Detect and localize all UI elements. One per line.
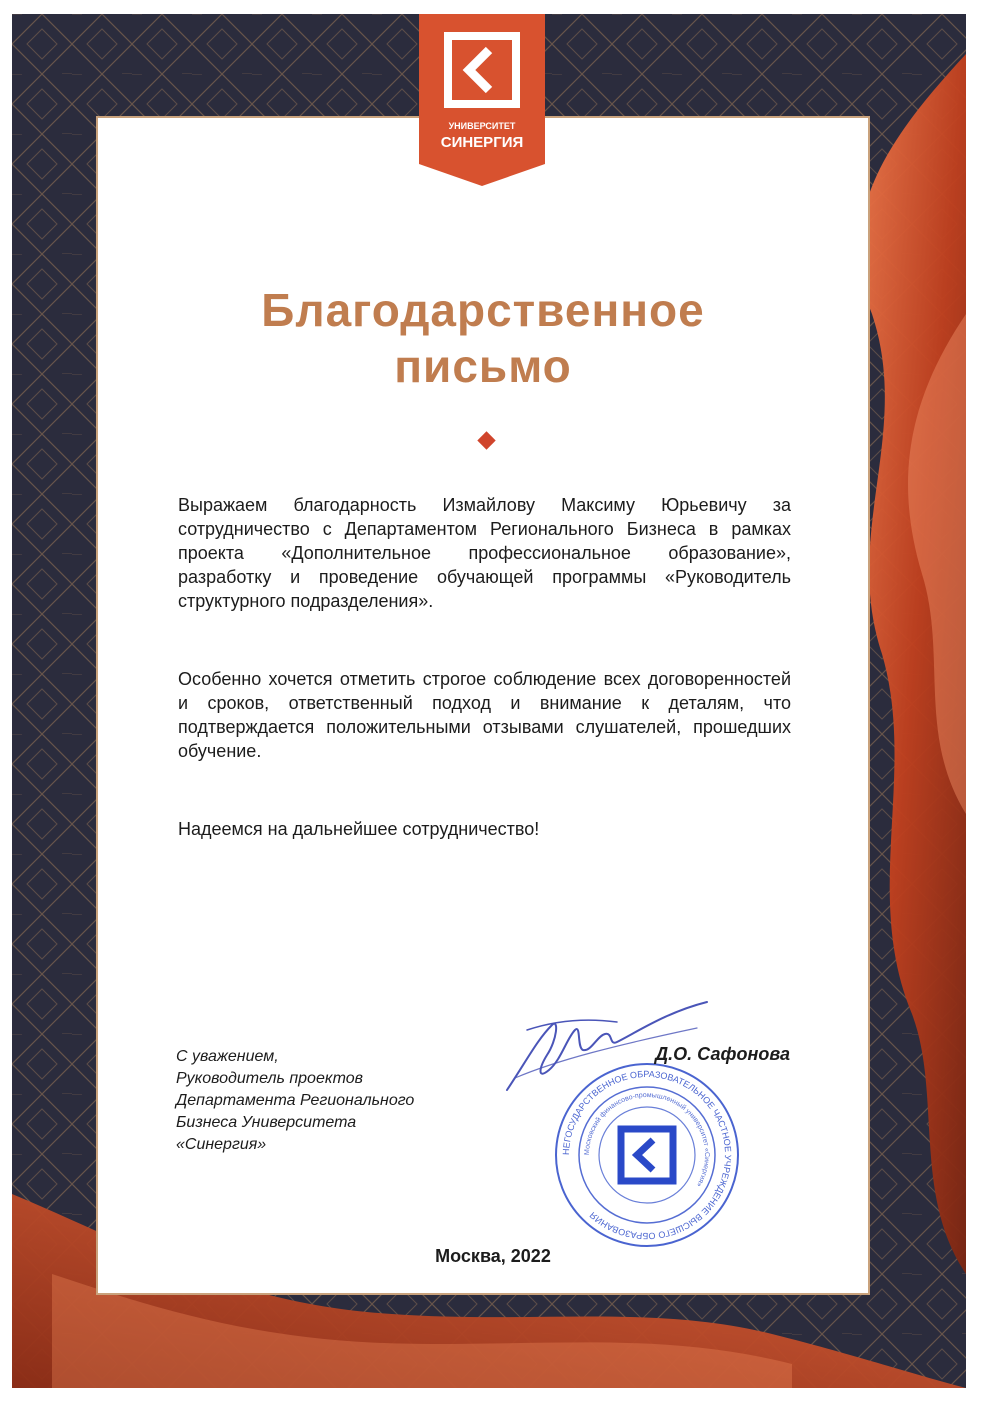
- body-paragraph-1: Выражаем благодарность Измайлову Максиму Юрьевичу за сотрудничество с Департаментом Регионального Бизнеса в рамках проекта «Дополнительное профессиональное образование», разработку и проведение обучающей программы «Руководитель структурного подразделения».: [178, 495, 791, 611]
- signer-name: Д.О. Сафонова: [655, 1044, 790, 1064]
- stamp-inner-text: Московский финансово-промышленный университет «Синергия»: [583, 1091, 711, 1188]
- closing-line2: Руководитель проектов: [176, 1070, 363, 1087]
- title-line1: Благодарственное: [261, 284, 705, 336]
- closing-line1: С уважением,: [176, 1048, 279, 1065]
- logo-line2: СИНЕРГИЯ: [440, 134, 524, 151]
- body-paragraph-2: Особенно хочется отметить строгое соблюдение всех договоренностей и сроков, ответственный подход и внимание к деталям, что подтверждается положительными отзывами слушателей, прошедших обучение.: [178, 669, 791, 761]
- university-logo: [419, 14, 545, 186]
- closing-line3: Департамента Регионального: [176, 1092, 415, 1109]
- logo-line1: УНИВЕРСИТЕТ: [448, 121, 516, 131]
- city-year: Москва, 2022: [435, 1246, 551, 1266]
- letter-title: [98, 282, 868, 394]
- body-paragraph-3: Надеемся на дальнейшее сотрудничество!: [178, 819, 540, 839]
- closing-block: [176, 1046, 496, 1156]
- title-line2: письмо: [394, 340, 572, 392]
- closing-line5: «Синергия»: [176, 1136, 267, 1153]
- closing-line4: Бизнеса Университета: [176, 1114, 357, 1131]
- stamp-ring-text: НЕГОСУДАРСТВЕННОЕ ОБРАЗОВАТЕЛЬНОЕ ЧАСТНОЕ УЧРЕЖДЕНИЕ ВЫСШЕГО ОБРАЗОВАНИЯ: [560, 1068, 734, 1242]
